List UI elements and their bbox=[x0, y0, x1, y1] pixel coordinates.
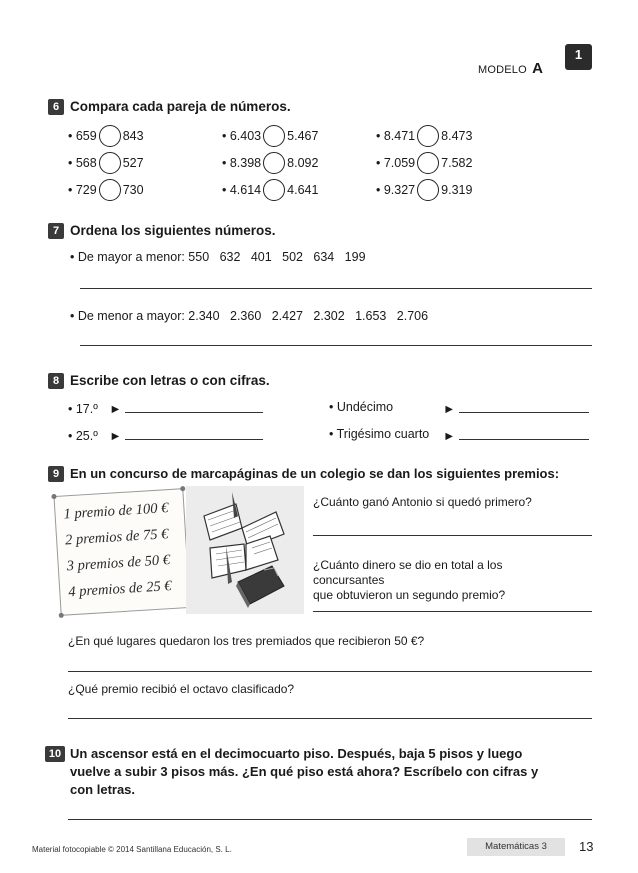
compare-circle-field[interactable] bbox=[99, 125, 121, 147]
compare-item: • 4.614 4.641 bbox=[222, 179, 318, 201]
bookmarks-illustration bbox=[186, 486, 304, 614]
exercise-number-badge: 7 bbox=[48, 223, 64, 239]
answer-line[interactable] bbox=[313, 611, 592, 612]
exercise-title: vuelve a subir 3 pisos más. ¿En qué piso está ahora? Escríbelo con cifras y bbox=[70, 764, 539, 779]
prize-line: 4 premios de 25 € bbox=[67, 578, 173, 601]
pin-icon bbox=[51, 494, 56, 499]
ordinal-item: • 25.º ► bbox=[68, 427, 263, 443]
exercise-number-badge: 10 bbox=[45, 746, 65, 762]
copyright-notice: Material fotocopiable © 2014 Santillana Educación, S. L. bbox=[32, 845, 232, 854]
exercise-title: Un ascensor está en el decimocuarto piso. Después, baja 5 pisos y luego bbox=[70, 746, 523, 761]
answer-line[interactable] bbox=[313, 535, 592, 536]
compare-circle-field[interactable] bbox=[263, 179, 285, 201]
pin-icon bbox=[180, 486, 185, 491]
answer-line[interactable] bbox=[68, 819, 592, 820]
answer-line[interactable] bbox=[68, 718, 592, 719]
exercise-number-badge: 8 bbox=[48, 373, 64, 389]
compare-circle-field[interactable] bbox=[263, 152, 285, 174]
model-letter: A bbox=[532, 60, 544, 77]
compare-item: • 9.327 9.319 bbox=[376, 179, 472, 201]
answer-blank[interactable] bbox=[459, 400, 589, 413]
answer-line[interactable] bbox=[80, 345, 592, 346]
page-number: 13 bbox=[579, 839, 594, 854]
ordinal-item: • 17.º ► bbox=[68, 400, 263, 416]
answer-blank[interactable] bbox=[459, 427, 589, 440]
compare-item: • 7.059 7.582 bbox=[376, 152, 472, 174]
prize-line: 1 premio de 100 € bbox=[63, 500, 169, 523]
compare-circle-field[interactable] bbox=[417, 179, 439, 201]
exercise-title: con letras. bbox=[70, 782, 136, 797]
prize-line: 3 premios de 50 € bbox=[66, 552, 171, 575]
ordinal-item: ► bbox=[443, 400, 589, 416]
prize-note bbox=[53, 488, 190, 616]
answer-line[interactable] bbox=[68, 671, 592, 672]
exercise-number-badge: 9 bbox=[48, 466, 64, 482]
ordinal-item: • Undécimo bbox=[329, 400, 394, 414]
compare-item: • 6.403 5.467 bbox=[222, 125, 318, 147]
compare-circle-field[interactable] bbox=[99, 152, 121, 174]
question-text: ¿En qué lugares quedaron los tres premiados que recibieron 50 €? bbox=[68, 634, 425, 648]
model-label: MODELO A bbox=[478, 60, 544, 77]
compare-item: • 659 843 bbox=[68, 125, 144, 147]
exercise-number-badge: 6 bbox=[48, 99, 64, 115]
answer-blank[interactable] bbox=[125, 427, 263, 440]
compare-item: • 8.398 8.092 bbox=[222, 152, 318, 174]
order-prompt: • De mayor a menor: 550 632 401 502 634 199 bbox=[70, 250, 366, 264]
compare-circle-field[interactable] bbox=[417, 125, 439, 147]
unit-tab: 1 bbox=[565, 44, 592, 70]
exercise-title: Escribe con letras o con cifras. bbox=[70, 373, 270, 388]
question-text: ¿Cuánto ganó Antonio si quedó primero? bbox=[313, 495, 532, 509]
order-prompt: • De menor a mayor: 2.340 2.360 2.427 2.302 1.653 2.706 bbox=[70, 309, 429, 323]
compare-item: • 8.471 8.473 bbox=[376, 125, 472, 147]
compare-item: • 729 730 bbox=[68, 179, 144, 201]
prize-line: 2 premios de 75 € bbox=[64, 526, 169, 549]
question-text: que obtuvieron un segundo premio? bbox=[313, 588, 506, 602]
compare-circle-field[interactable] bbox=[417, 152, 439, 174]
question-text: ¿Cuánto dinero se dio en total a los bbox=[313, 558, 503, 572]
exercise-title: Ordena los siguientes números. bbox=[70, 223, 276, 238]
answer-blank[interactable] bbox=[125, 400, 263, 413]
subject-label: Matemáticas 3 bbox=[467, 838, 565, 856]
answer-line[interactable] bbox=[80, 288, 592, 289]
pin-icon bbox=[59, 613, 64, 618]
exercise-title: Compara cada pareja de números. bbox=[70, 99, 291, 114]
compare-circle-field[interactable] bbox=[99, 179, 121, 201]
exercise-title: En un concurso de marcapáginas de un colegio se dan los siguientes premios: bbox=[70, 466, 560, 481]
question-text: concursantes bbox=[313, 573, 385, 587]
ordinal-item: • Trigésimo cuarto bbox=[329, 427, 430, 441]
compare-item: • 568 527 bbox=[68, 152, 144, 174]
question-text: ¿Qué premio recibió el octavo clasificado? bbox=[68, 682, 295, 696]
compare-circle-field[interactable] bbox=[263, 125, 285, 147]
ordinal-item: ► bbox=[443, 427, 589, 443]
